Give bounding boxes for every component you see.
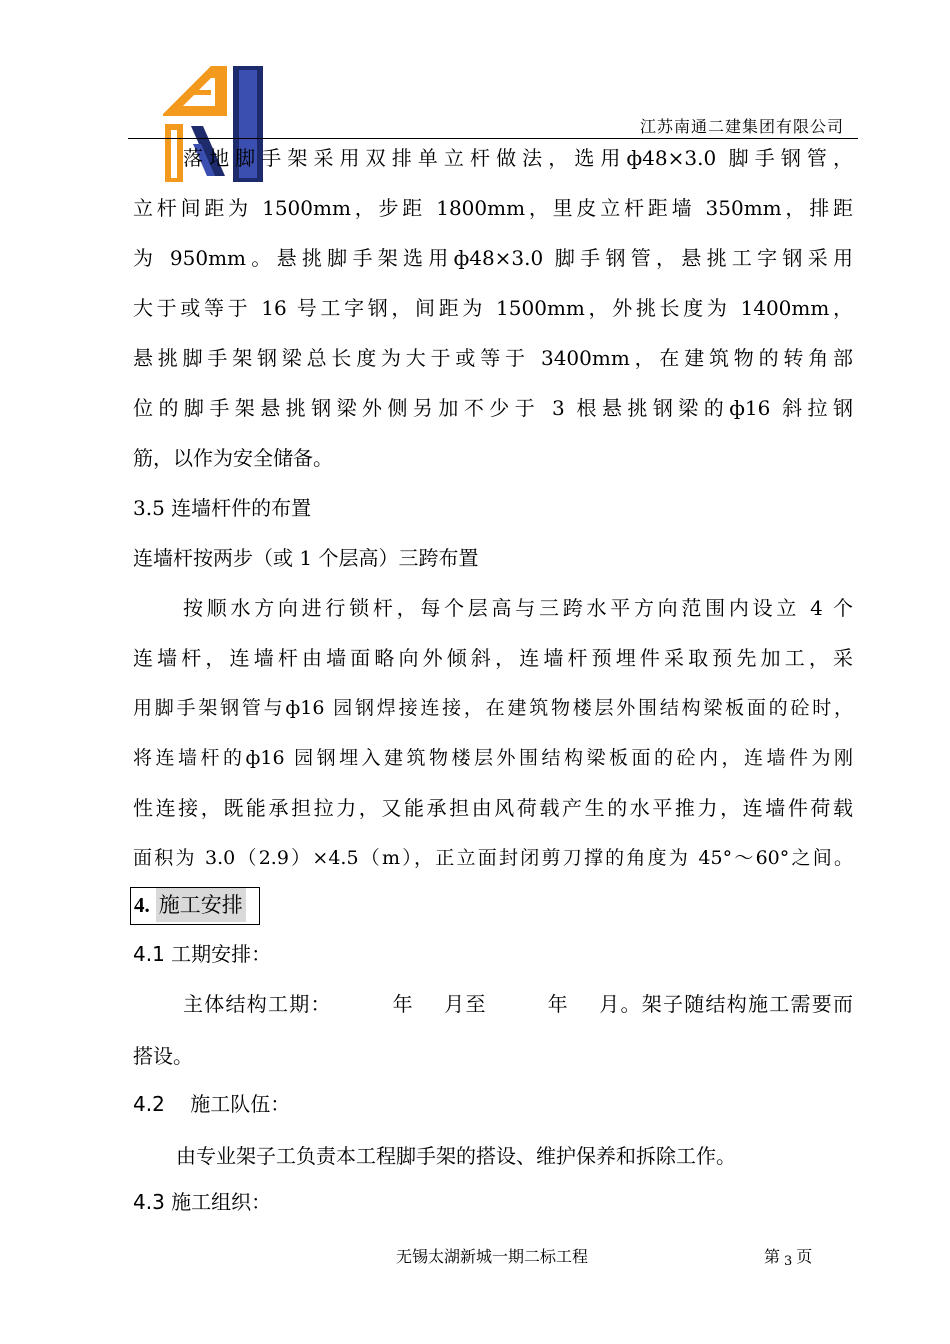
paragraph-line: 将连墙杆的ф16 园钢埋入建筑物楼层外围结构梁板面的砼内，连墙件为刚 <box>133 747 853 769</box>
paragraph-line: 用脚手架钢管与ф16 园钢焊接连接，在建筑物楼层外围结构梁板面的砼时， <box>133 697 853 719</box>
page-suffix: 页 <box>796 1247 813 1266</box>
header-divider <box>128 138 858 139</box>
paragraph-line: 落地脚手架采用双排单立杆做法，选用ф48×3.0 脚手钢管， <box>183 146 853 170</box>
page-prefix: 第 <box>764 1247 781 1266</box>
company-name: 江苏南通二建集团有限公司 <box>639 117 844 136</box>
paragraph-line: 按顺水方向进行锁杆，每个层高与三跨水平方向范围内设立 4 个 <box>183 596 853 620</box>
section-4-heading <box>130 887 260 925</box>
heading-4-2: 4.2 施工队伍： <box>133 1092 291 1116</box>
paragraph-line: 筋，以作为安全储备。 <box>133 446 333 470</box>
paragraph-line: 面积为 3.0（2.9）×4.5（m），正立面封闭剪刀撑的角度为 45°～60°之间。 <box>133 847 853 869</box>
heading-3-5: 3.5 连墙杆件的布置 <box>133 496 312 520</box>
paragraph-line: 连墙杆，连墙杆由墙面略向外倾斜，连墙杆预埋件采取预先加工，采 <box>133 646 853 670</box>
heading-4-1: 4.1 工期安排： <box>133 942 272 966</box>
paragraph-line: 性连接，既能承担拉力，又能承担由风荷载产生的水平推力，连墙件荷载 <box>133 796 853 820</box>
section-number: 4. <box>134 893 150 917</box>
paragraph-line: 立杆间距为 1500mm，步距 1800mm，里皮立杆距墙 350mm，排距 <box>133 196 853 220</box>
heading-4-3: 4.3 施工组织： <box>133 1190 272 1214</box>
paragraph-line: 位的脚手架悬挑钢梁外侧另加不少于 3 根悬挑钢梁的ф16 斜拉钢 <box>133 396 853 420</box>
footer-page-number <box>764 1244 812 1269</box>
text-line: 连墙杆按两步（或 1 个层高）三跨布置 <box>133 546 479 570</box>
team-line: 由专业架子工负责本工程脚手架的搭设、维护保养和拆除工作。 <box>176 1144 736 1168</box>
paragraph-line: 大于或等于 16 号工字钢，间距为 1500mm，外挑长度为 1400mm， <box>133 296 853 320</box>
schedule-line-cont: 搭设。 <box>133 1044 193 1068</box>
schedule-line: 主体结构工期： 年 月至 年 月。架子随结构施工需要而 <box>183 992 853 1016</box>
section-title: 施工安排 <box>156 888 246 922</box>
footer-project-name: 无锡太湖新城一期二标工程 <box>396 1247 589 1266</box>
paragraph-line: 悬挑脚手架钢梁总长度为大于或等于 3400mm，在建筑物的转角部 <box>133 346 853 370</box>
page-number: 3 <box>784 1254 793 1269</box>
paragraph-line: 为 950mm。悬挑脚手架选用ф48×3.0 脚手钢管，悬挑工字钢采用 <box>133 246 853 270</box>
